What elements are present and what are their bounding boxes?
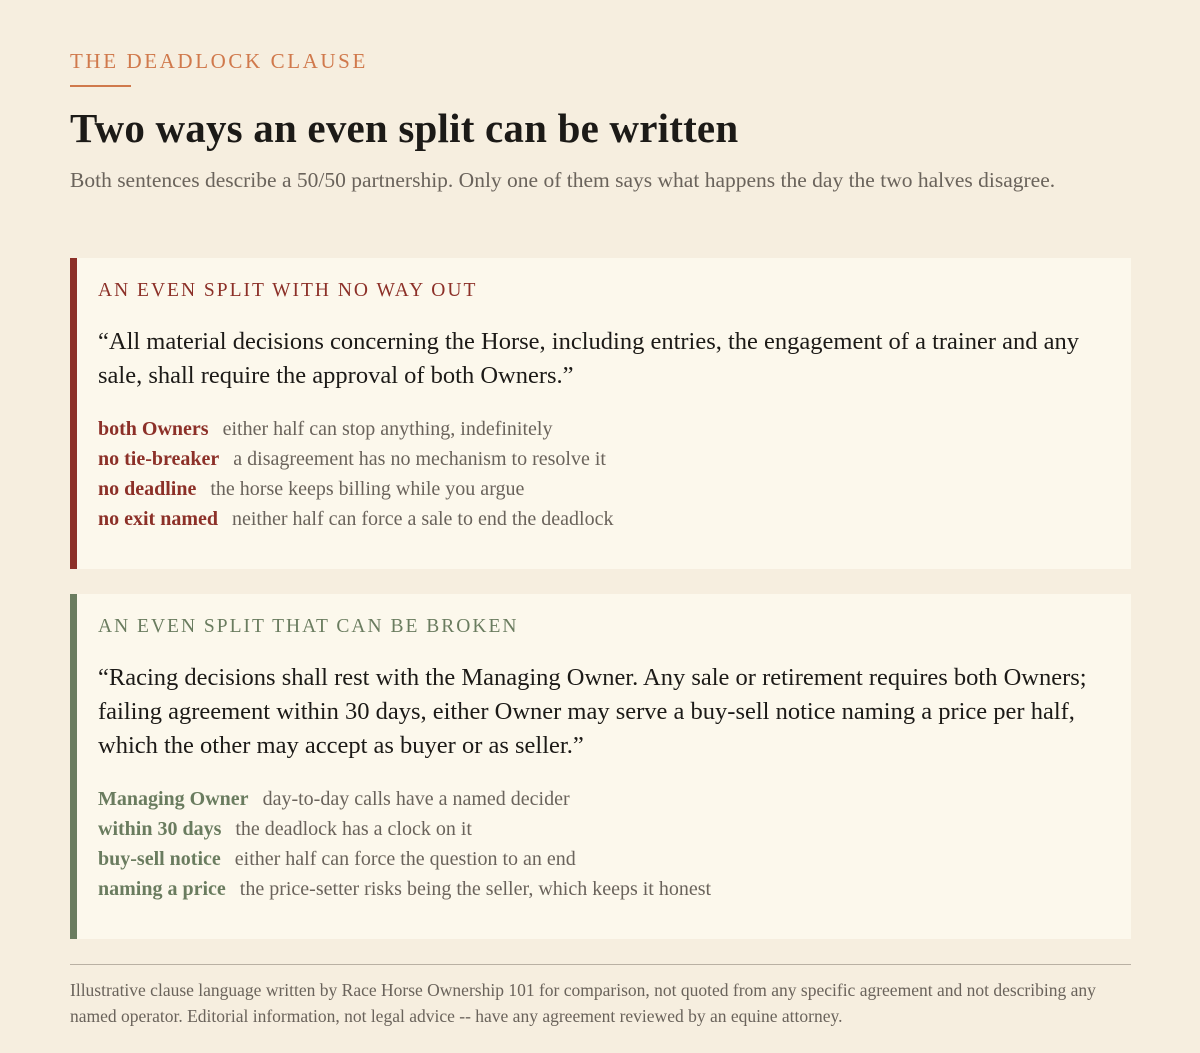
eyebrow-underline [70,85,131,87]
clause-notes [98,414,1098,534]
note-row [98,444,1098,474]
card-accent-bar [70,594,77,939]
note-row [98,474,1098,504]
disclaimer-footer: Illustrative clause language written by Race Horse Ownership 101 for comparison, not quoted from any specific agreement and not describing any named operator. Editorial information, not legal advice -- have any agreement reviewed by an equine attorney. [70,980,1096,1026]
note-term: naming a price [98,878,226,900]
note-desc: the horse keeps billing while you argue [210,478,525,500]
note-desc: the price-setter risks being the seller, which keeps it honest [239,878,712,900]
note-row [98,814,1098,844]
clause-card-breakable [70,594,1131,939]
clause-card-deadlock [70,258,1131,569]
card-accent-bar [70,258,77,569]
clause-quote: “Racing decisions shall rest with the Managing Owner. Any sale or retirement requires both Owners; failing agreement within 30 days, either Owner may serve a buy-sell notice naming a price per half, which the other may accept as buyer or as seller.” [98,664,1087,759]
note-desc: either half can stop anything, indefinitely [222,418,553,440]
note-row [98,504,1098,534]
note-term: buy-sell notice [98,848,221,870]
note-desc: the deadlock has a clock on it [235,818,472,840]
note-row [98,844,1098,874]
note-desc: neither half can force a sale to end the deadlock [232,508,614,530]
note-term: no deadline [98,478,197,500]
note-desc: day-to-day calls have a named decider [262,788,570,810]
clause-notes [98,784,1098,904]
note-row [98,784,1098,814]
note-row [98,414,1098,444]
note-term: both Owners [98,418,209,440]
note-row [98,874,1098,904]
card-heading: AN EVEN SPLIT WITH NO WAY OUT [98,280,478,301]
card-heading: AN EVEN SPLIT THAT CAN BE BROKEN [98,616,519,637]
note-desc: a disagreement has no mechanism to resolve it [233,448,606,470]
note-term: no exit named [98,508,218,530]
note-term: Managing Owner [98,788,249,810]
page-subtitle: Both sentences describe a 50/50 partnership. Only one of them says what happens the day the two halves disagree. [70,168,1056,192]
note-term: within 30 days [98,818,222,840]
note-desc: either half can force the question to an end [234,848,576,870]
page-title: Two ways an even split can be written [70,105,739,151]
clause-quote: “All material decisions concerning the Horse, including entries, the engagement of a trainer and any sale, shall require the approval of both Owners.” [98,328,1080,389]
note-term: no tie-breaker [98,448,220,470]
footer-divider [70,964,1131,965]
section-eyebrow: THE DEADLOCK CLAUSE [70,49,368,73]
